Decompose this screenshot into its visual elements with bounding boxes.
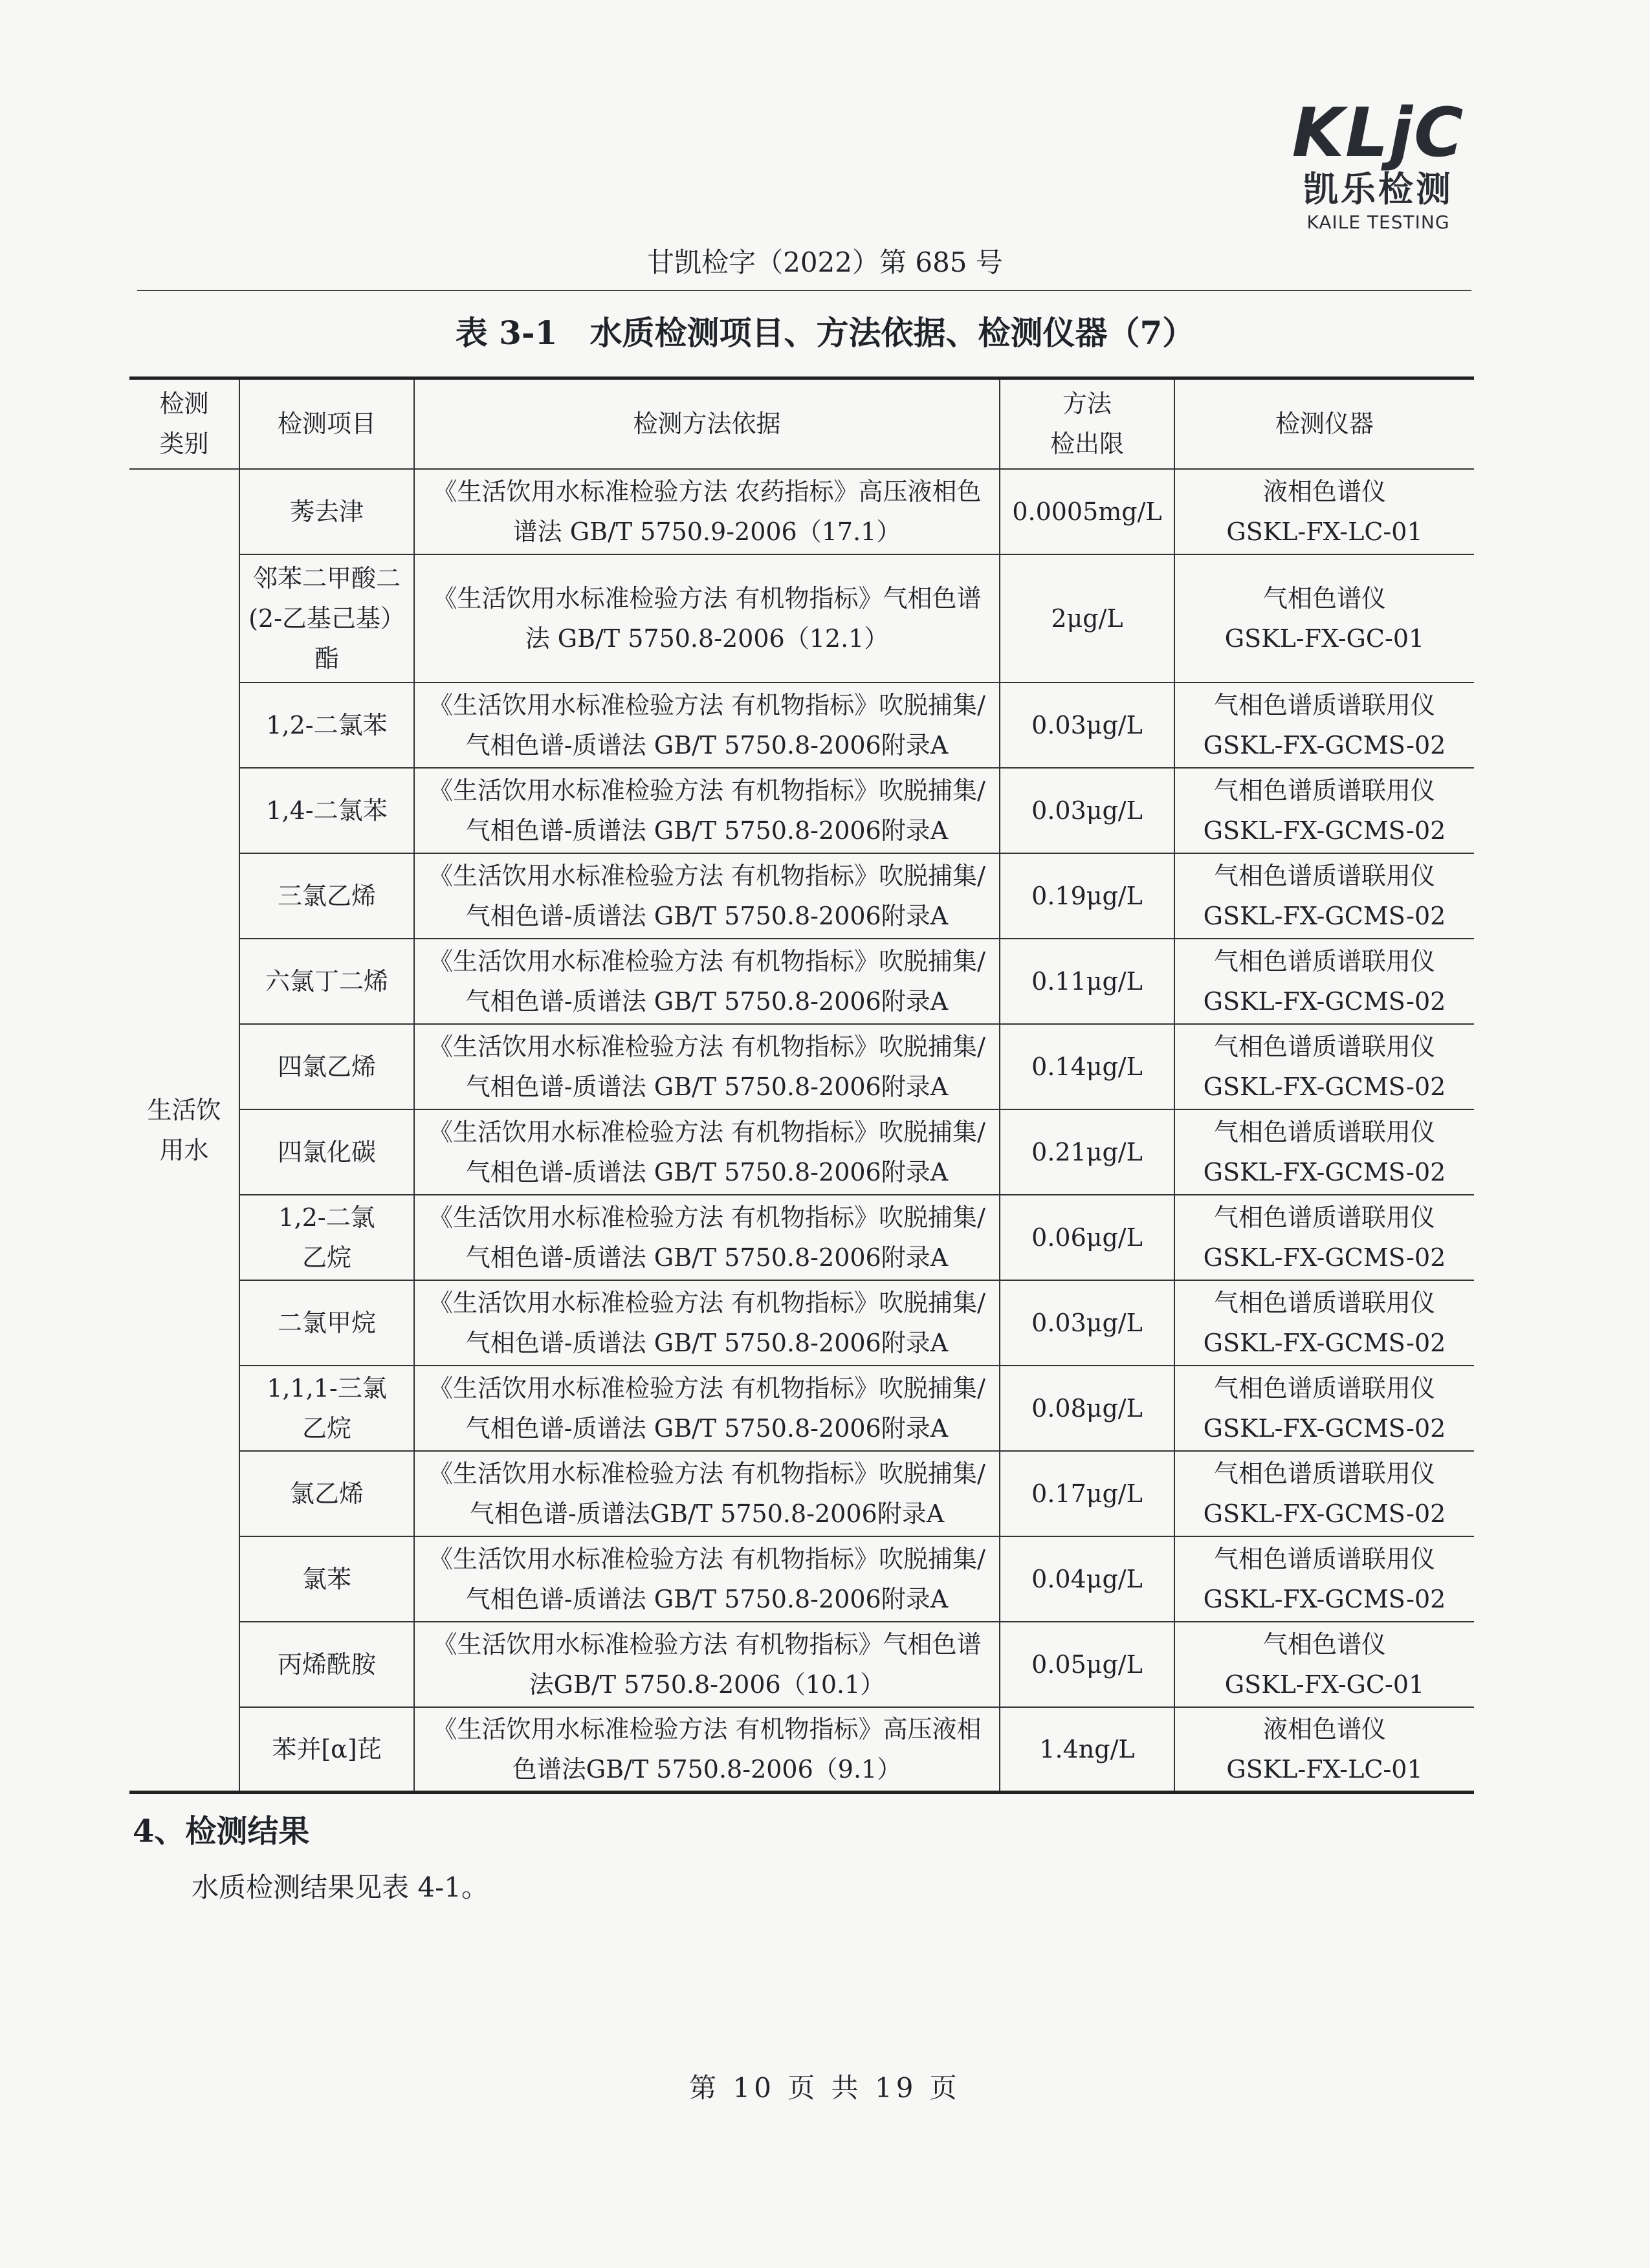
limit-cell: 0.21μg/L [1000,1109,1174,1195]
item-cell: 1,2-二氯 乙烷 [239,1195,414,1280]
table-row [129,1366,1474,1451]
instrument-cell: 气相色谱质谱联用仪 GSKL-FX-GCMS-02 [1174,1024,1474,1109]
item-cell: 邻苯二甲酸二(2-乙基己基）酯 [239,554,414,682]
item-cell: 二氯甲烷 [239,1280,414,1366]
item-cell: 氯苯 [239,1536,414,1622]
item-cell: 1,1,1-三氯 乙烷 [239,1366,414,1451]
limit-cell: 2μg/L [1000,554,1174,682]
method-cell: 《生活饮用水标准检验方法 农药指标》高压液相色谱法 GB/T 5750.9-2006（17.1） [414,469,1000,554]
instrument-cell: 液相色谱仪 GSKL-FX-LC-01 [1174,1707,1474,1793]
limit-cell: 0.14μg/L [1000,1024,1174,1109]
method-cell: 《生活饮用水标准检验方法 有机物指标》高压液相色谱法GB/T 5750.8-2006（9.1） [414,1707,1000,1793]
instrument-cell: 气相色谱质谱联用仪 GSKL-FX-GCMS-02 [1174,1451,1474,1536]
instrument-cell: 气相色谱质谱联用仪 GSKL-FX-GCMS-02 [1174,1195,1474,1280]
table-row [129,682,1474,768]
header-category: 检测 类别 [129,378,239,469]
table-row [129,768,1474,853]
item-cell: 四氯乙烯 [239,1024,414,1109]
table-row [129,1707,1474,1793]
table-row [129,1536,1474,1622]
limit-cell: 0.11μg/L [1000,939,1174,1024]
table-row [129,1195,1474,1280]
method-cell: 《生活饮用水标准检验方法 有机物指标》吹脱捕集/气相色谱-质谱法 GB/T 5750.8-2006附录A [414,1366,1000,1451]
header-instrument: 检测仪器 [1174,378,1474,469]
method-cell: 《生活饮用水标准检验方法 有机物指标》气相色谱法GB/T 5750.8-2006（10.1） [414,1622,1000,1707]
item-cell: 1,4-二氯苯 [239,768,414,853]
limit-cell: 0.17μg/L [1000,1451,1174,1536]
item-cell: 四氯化碳 [239,1109,414,1195]
table-row [129,1451,1474,1536]
logo-name-en: KAILE TESTING [1306,212,1450,233]
item-cell: 苯并[α]芘 [239,1707,414,1793]
method-cell: 《生活饮用水标准检验方法 有机物指标》吹脱捕集/气相色谱-质谱法 GB/T 5750.8-2006附录A [414,1109,1000,1195]
table-row [129,853,1474,939]
section-heading: 4、检测结果 [133,1813,310,1849]
page-number: 第 10 页 共 19 页 [689,2072,961,2104]
method-cell: 《生活饮用水标准检验方法 有机物指标》吹脱捕集/气相色谱-质谱法 GB/T 5750.8-2006附录A [414,768,1000,853]
method-cell: 《生活饮用水标准检验方法 有机物指标》吹脱捕集/气相色谱-质谱法 GB/T 5750.8-2006附录A [414,1280,1000,1366]
table-row [129,1622,1474,1707]
limit-cell: 1.4ng/L [1000,1707,1174,1793]
item-cell: 三氯乙烯 [239,853,414,939]
method-cell: 《生活饮用水标准检验方法 有机物指标》吹脱捕集/气相色谱-质谱法GB/T 5750.8-2006附录A [414,1451,1000,1536]
header-divider [137,290,1471,291]
method-cell: 《生活饮用水标准检验方法 有机物指标》吹脱捕集/气相色谱-质谱法 GB/T 5750.8-2006附录A [414,1536,1000,1622]
header-item: 检测项目 [239,378,414,469]
limit-cell: 0.03μg/L [1000,1280,1174,1366]
limit-cell: 0.0005mg/L [1000,469,1174,554]
instrument-cell: 气相色谱质谱联用仪 GSKL-FX-GCMS-02 [1174,768,1474,853]
table-row [129,469,1474,554]
results-reference-text: 水质检测结果见表 4-1。 [192,1871,489,1903]
logo-name-cn: 凯乐检测 [1303,169,1453,210]
limit-cell: 0.03μg/L [1000,768,1174,853]
instrument-cell: 气相色谱质谱联用仪 GSKL-FX-GCMS-02 [1174,682,1474,768]
item-cell: 氯乙烯 [239,1451,414,1536]
item-cell: 六氯丁二烯 [239,939,414,1024]
limit-cell: 0.19μg/L [1000,853,1174,939]
limit-cell: 0.08μg/L [1000,1366,1174,1451]
table-row [129,1024,1474,1109]
category-cell: 生活饮 用水 [129,469,239,1793]
method-cell: 《生活饮用水标准检验方法 有机物指标》吹脱捕集/气相色谱-质谱法 GB/T 5750.8-2006附录A [414,853,1000,939]
table-row [129,554,1474,682]
item-cell: 丙烯酰胺 [239,1622,414,1707]
company-logo [1284,93,1472,234]
instrument-cell: 气相色谱仪 GSKL-FX-GC-01 [1174,554,1474,682]
table-row [129,1280,1474,1366]
instrument-cell: 气相色谱质谱联用仪 GSKL-FX-GCMS-02 [1174,1536,1474,1622]
document-number: 甘凯检字（2022）第 685 号 [647,246,1003,278]
logo-mark: KLjC [1292,93,1465,172]
limit-cell: 0.03μg/L [1000,682,1174,768]
instrument-cell: 气相色谱质谱联用仪 GSKL-FX-GCMS-02 [1174,1366,1474,1451]
instrument-cell: 液相色谱仪 GSKL-FX-LC-01 [1174,469,1474,554]
table-header-row [129,378,1474,469]
header-limit: 方法 检出限 [1000,378,1174,469]
limit-cell: 0.05μg/L [1000,1622,1174,1707]
test-methods-table [129,376,1474,1794]
item-cell: 莠去津 [239,469,414,554]
method-cell: 《生活饮用水标准检验方法 有机物指标》吹脱捕集/气相色谱-质谱法 GB/T 5750.8-2006附录A [414,1195,1000,1280]
instrument-cell: 气相色谱质谱联用仪 GSKL-FX-GCMS-02 [1174,1109,1474,1195]
instrument-cell: 气相色谱质谱联用仪 GSKL-FX-GCMS-02 [1174,853,1474,939]
method-cell: 《生活饮用水标准检验方法 有机物指标》吹脱捕集/气相色谱-质谱法 GB/T 5750.8-2006附录A [414,1024,1000,1109]
item-cell: 1,2-二氯苯 [239,682,414,768]
instrument-cell: 气相色谱质谱联用仪 GSKL-FX-GCMS-02 [1174,939,1474,1024]
table-row [129,1109,1474,1195]
table-row [129,939,1474,1024]
method-cell: 《生活饮用水标准检验方法 有机物指标》吹脱捕集/气相色谱-质谱法 GB/T 5750.8-2006附录A [414,939,1000,1024]
table-title: 表 3-1 水质检测项目、方法依据、检测仪器（7） [455,314,1195,352]
method-cell: 《生活饮用水标准检验方法 有机物指标》吹脱捕集/气相色谱-质谱法 GB/T 5750.8-2006附录A [414,682,1000,768]
limit-cell: 0.04μg/L [1000,1536,1174,1622]
instrument-cell: 气相色谱仪 GSKL-FX-GC-01 [1174,1622,1474,1707]
method-cell: 《生活饮用水标准检验方法 有机物指标》气相色谱法 GB/T 5750.8-2006（12.1） [414,554,1000,682]
header-method: 检测方法依据 [414,378,1000,469]
limit-cell: 0.06μg/L [1000,1195,1174,1280]
instrument-cell: 气相色谱质谱联用仪 GSKL-FX-GCMS-02 [1174,1280,1474,1366]
